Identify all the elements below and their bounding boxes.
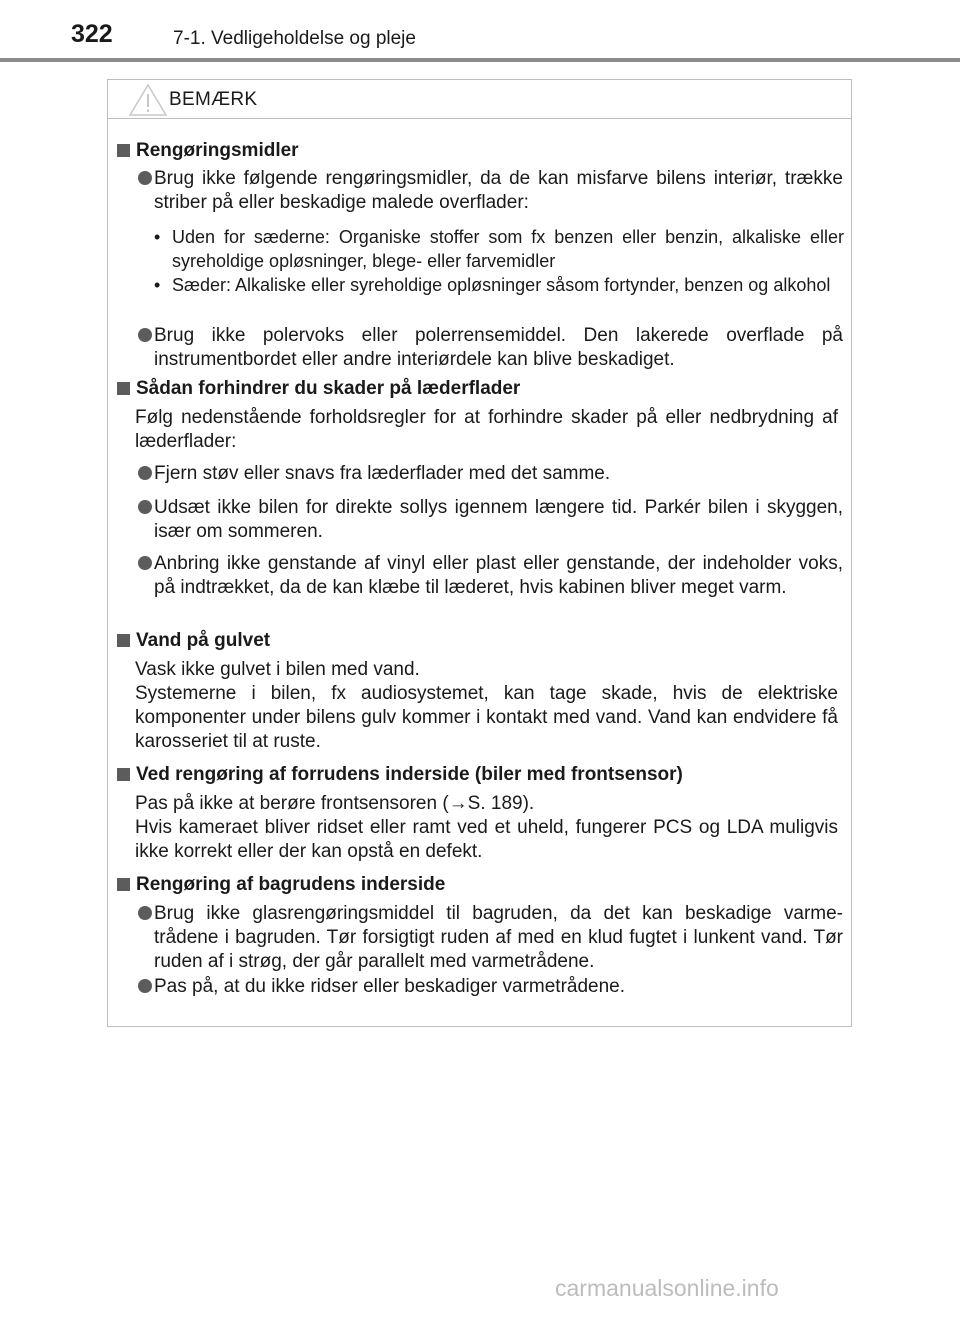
notice-box bbox=[107, 79, 852, 1027]
notice-header bbox=[108, 80, 851, 119]
list-item: Fjern støv eller snavs fra læderflader med det samme. bbox=[126, 462, 843, 486]
round-bullet-icon bbox=[138, 556, 152, 570]
square-bullet-icon bbox=[117, 768, 130, 781]
paragraph: Vask ikke gulvet i bilen med vand. Systemerne i bilen, fx audiosystemet, kan tage skade, hvis de elektriske komponenter under bilens gulv kommer i kontakt med vand. Vand kan endvidere få karosseriet til at ruste. bbox=[135, 659, 838, 752]
watermark: carmanualsonline.info bbox=[555, 1275, 779, 1301]
round-bullet-icon bbox=[138, 466, 152, 480]
page-header bbox=[0, 0, 960, 62]
notice-title: BEMÆRK bbox=[169, 89, 258, 110]
round-bullet-icon bbox=[138, 979, 152, 993]
list-item: Brug ikke glasrengøringsmiddel til bagruden, da det kan beskadige varme-trådene i bagruden. Tør forsigtigt ruden af med en klud fugtet i lunkent vand. Tør ruden af i strøg, der går parallelt med varmetrådene. bbox=[126, 902, 843, 974]
heading-water-floor: Vand på gulvet bbox=[117, 629, 847, 653]
square-bullet-icon bbox=[117, 382, 130, 395]
round-bullet-icon bbox=[138, 328, 152, 342]
list-item: Anbring ikke genstande af vinyl eller plast eller genstande, der indeholder voks, på indtrækket, da de kan klæbe til læderet, hvis kabinen bliver meget varm. bbox=[126, 552, 843, 600]
warning-triangle-icon bbox=[128, 83, 168, 117]
round-bullet-icon bbox=[138, 171, 152, 185]
round-bullet-icon bbox=[138, 500, 152, 514]
heading-cleaning-agents: Rengøringsmidler bbox=[117, 139, 847, 163]
sub-list-item: • Uden for sæderne: Organiske stoffer som fx benzen eller benzin, alkaliske eller syreholdige opløsninger, blege- eller farvemidler bbox=[154, 227, 844, 271]
heading-rear-window: Rengøring af bagrudens inderside bbox=[117, 873, 847, 897]
section-title: 7-1. Vedligeholdelse og pleje bbox=[173, 28, 416, 49]
round-bullet-icon bbox=[138, 906, 152, 920]
header-rule bbox=[0, 58, 960, 62]
list-item: Brug ikke polervoks eller polerrensemiddel. Den lakerede overflade på instrumentbordet eller andre interiørdele kan blive beskadiget. bbox=[126, 324, 843, 372]
sub-list-item: • Sæder: Alkaliske eller syreholdige opløsninger såsom fortynder, benzen og alkohol bbox=[154, 275, 831, 295]
list-item: Pas på, at du ikke ridser eller beskadiger varmetrådene. bbox=[126, 975, 843, 999]
heading-leather: Sådan forhindrer du skader på læderflader bbox=[117, 377, 847, 401]
page-number: 322 bbox=[71, 20, 113, 48]
paragraph: Følg nedenstående forholdsregler for at forhindre skader på eller nedbrydning af læderflader: bbox=[135, 407, 838, 452]
list-item: Brug ikke følgende rengøringsmidler, da de kan misfarve bilens interiør, trække striber på eller beskadige malede overflader: bbox=[126, 167, 843, 215]
square-bullet-icon bbox=[117, 144, 130, 157]
square-bullet-icon bbox=[117, 634, 130, 647]
list-item: Udsæt ikke bilen for direkte sollys igennem længere tid. Parkér bilen i skyggen, især om sommeren. bbox=[126, 496, 843, 544]
paragraph: Pas på ikke at berøre frontsensoren (→S. 189). Hvis kameraet bliver ridset eller ramt ved et uheld, fungerer PCS og LDA muligvis ikke korrekt eller der kan opstå en defekt. bbox=[135, 793, 838, 862]
square-bullet-icon bbox=[117, 878, 130, 891]
heading-windshield: Ved rengøring af forrudens inderside (biler med frontsensor) bbox=[117, 763, 847, 787]
